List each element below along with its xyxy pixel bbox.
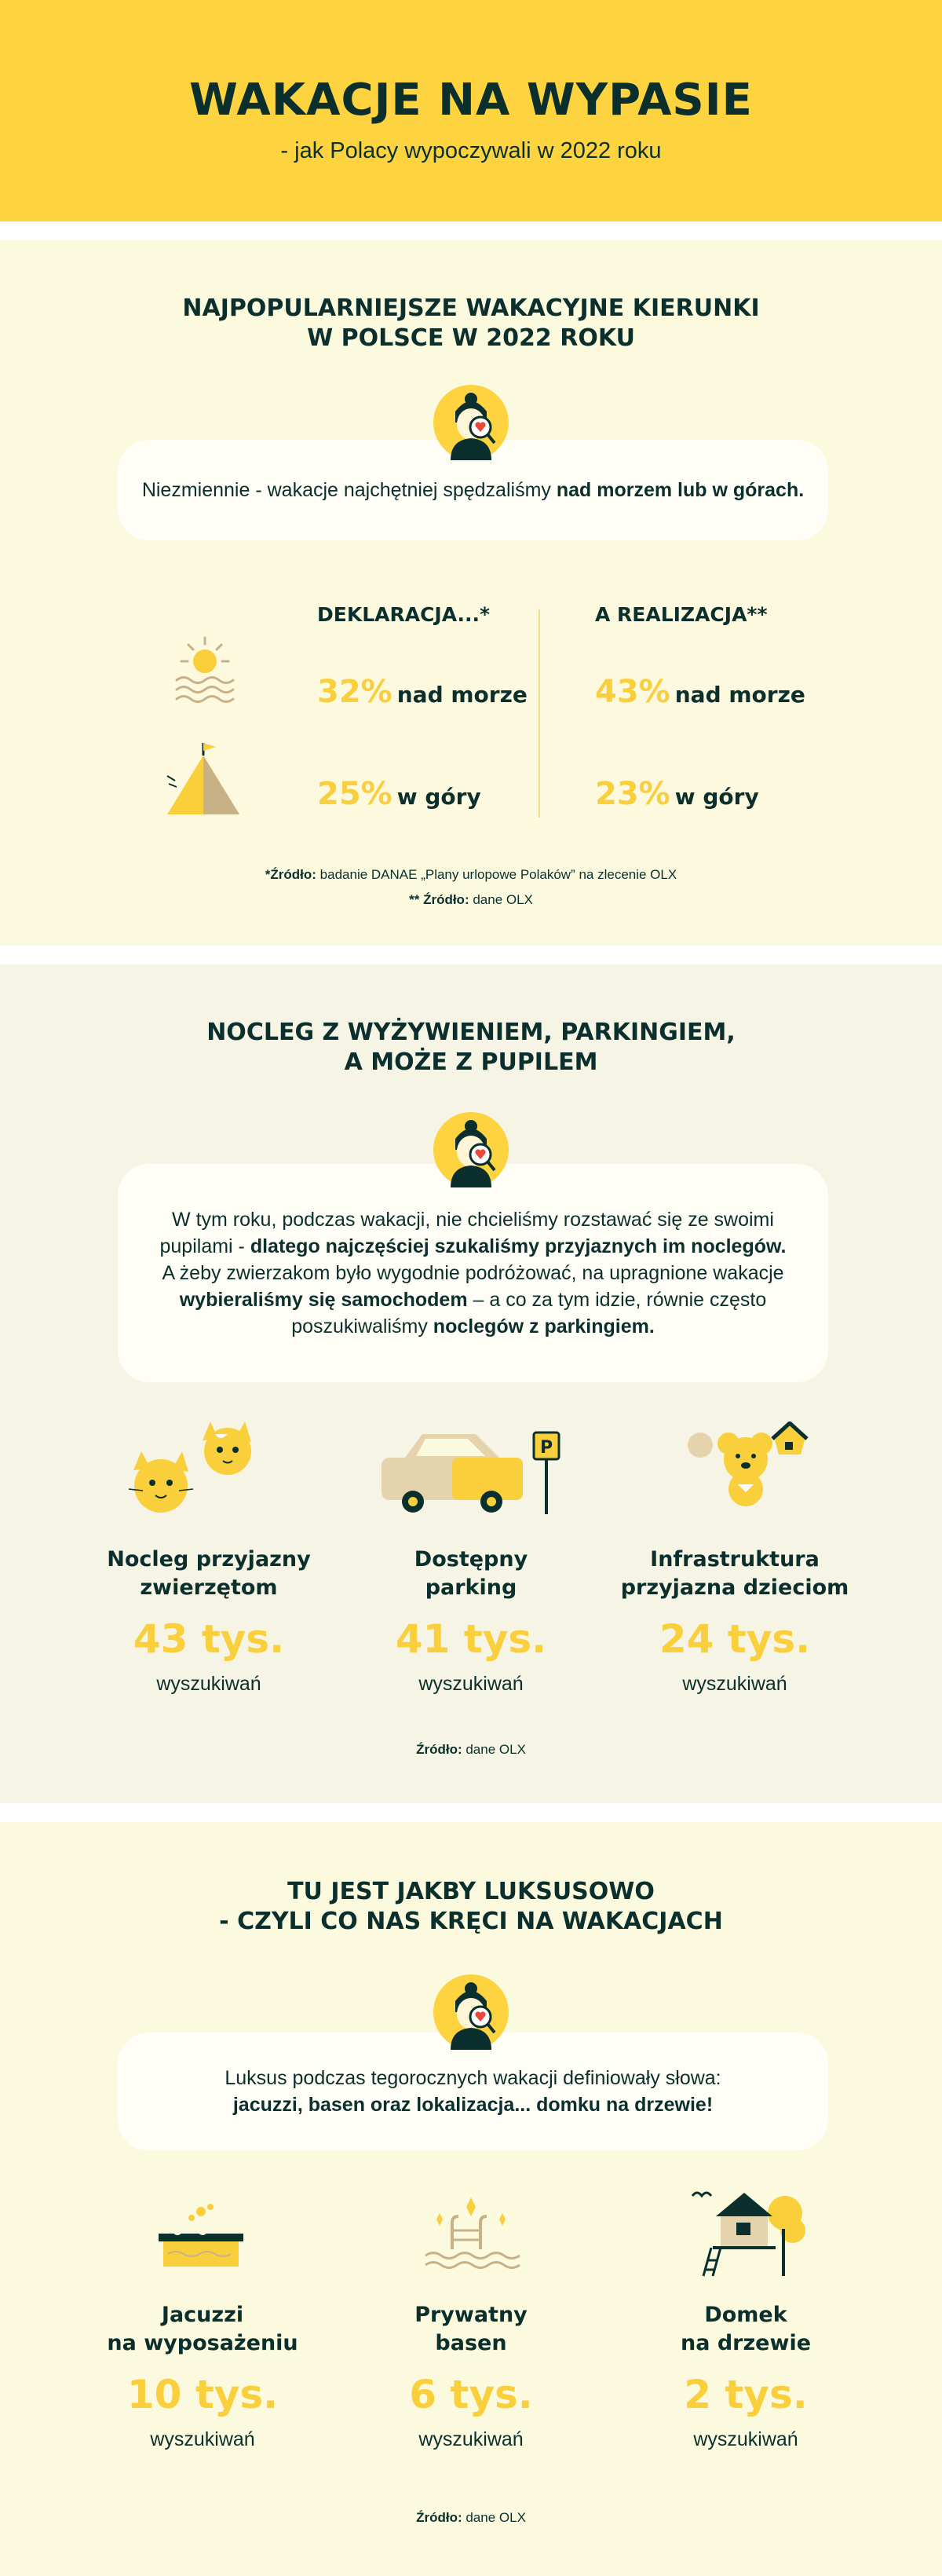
source-note: Źródło: dane OLX	[416, 1742, 526, 1757]
section-title: NAJPOPULARNIEJSZE WAKACYJNE KIERUNKI W POLSCE W 2022 ROKU	[182, 295, 760, 352]
stat-realization-sea: 43% nad morze	[595, 674, 805, 710]
speech-bubble: Niezmiennie - wakacje najchętniej spędzaliśmy nad morzem lub w górach.	[118, 440, 828, 540]
pool-icon	[421, 2194, 521, 2273]
source-note: Źródło: dane OLX	[416, 2510, 526, 2525]
source-note-1: *Źródło: badanie DANAE „Plany urlopowe Polaków” na zlecenie OLX	[265, 867, 677, 882]
speech-bubble: Luksus podczas tegorocznych wakacji definiowały słowa: jacuzzi, basen oraz lokalizacja... domku na drzewie!	[118, 2033, 828, 2150]
treehouse-icon	[689, 2185, 807, 2278]
stat-treehouse: Domek na drzewie 2 tys. wyszukiwań	[680, 2303, 812, 2450]
stat-parking: Dostępny parking 41 tys. wyszukiwań	[395, 1547, 547, 1695]
section-luxury	[0, 1822, 942, 2576]
avatar-icon	[432, 1111, 510, 1189]
parking-sign-letter: P	[539, 1438, 553, 1458]
source-note-2: ** Źródło: dane OLX	[409, 892, 533, 907]
realization-heading: A REALIZACJA**	[595, 603, 768, 626]
avatar-icon	[432, 1973, 510, 2051]
section-accommodation	[0, 964, 942, 1803]
teddy-bear-icon	[683, 1422, 809, 1508]
main-title: WAKACJE NA WYPASIE	[189, 75, 753, 126]
section-title: TU JEST JAKBY LUKSUSOWO - CZYLI CO NAS KRĘCI NA WAKACJACH	[219, 1878, 723, 1935]
column-divider	[539, 609, 540, 818]
stat-private-pool: Prywatny basen 6 tys. wyszukiwań	[409, 2303, 533, 2450]
stat-jacuzzi: Jacuzzi na wyposażeniu 10 tys. wyszukiwań	[107, 2303, 298, 2450]
header-banner	[0, 0, 942, 221]
divider	[0, 1803, 942, 1822]
speech-bubble: W tym roku, podczas wakacji, nie chcieliśmy rozstawać się ze swoimi pupilami - dlatego najczęściej szukaliśmy przyjaznych im noclegów. A żeby zwierzakom było wygodnie podróżować, na upragnione wakacje wybieraliśmy się samochodem – a co za tym idzie, równie często poszukiwaliśmy noclegów z parkingiem.	[118, 1164, 828, 1382]
stat-declaration-mountains: 25% w góry	[317, 776, 481, 812]
divider	[0, 221, 942, 240]
divider	[0, 946, 942, 964]
cats-icon	[126, 1417, 283, 1527]
declaration-heading: DEKLARACJA...*	[317, 603, 491, 626]
section-title: NOCLEG Z WYŻYWIENIEM, PARKINGIEM, A MOŻE Z PUPILEM	[206, 1019, 736, 1076]
jacuzzi-icon	[154, 2202, 248, 2273]
car-parking-icon	[382, 1426, 570, 1520]
stat-kid-friendly: Infrastruktura przyjazna dzieciom 24 tys. wyszukiwań	[620, 1547, 849, 1695]
stat-realization-mountains: 23% w góry	[595, 776, 759, 812]
sun-sea-icon	[169, 635, 241, 707]
stat-declaration-sea: 32% nad morze	[317, 674, 528, 710]
section-destinations	[0, 240, 942, 946]
main-subtitle: - jak Polacy wypoczywali w 2022 roku	[280, 138, 662, 163]
mountain-icon	[161, 740, 246, 817]
stat-pet-friendly: Nocleg przyjazny zwierzętom 43 tys. wyszukiwań	[107, 1547, 311, 1695]
avatar-icon	[432, 383, 510, 462]
